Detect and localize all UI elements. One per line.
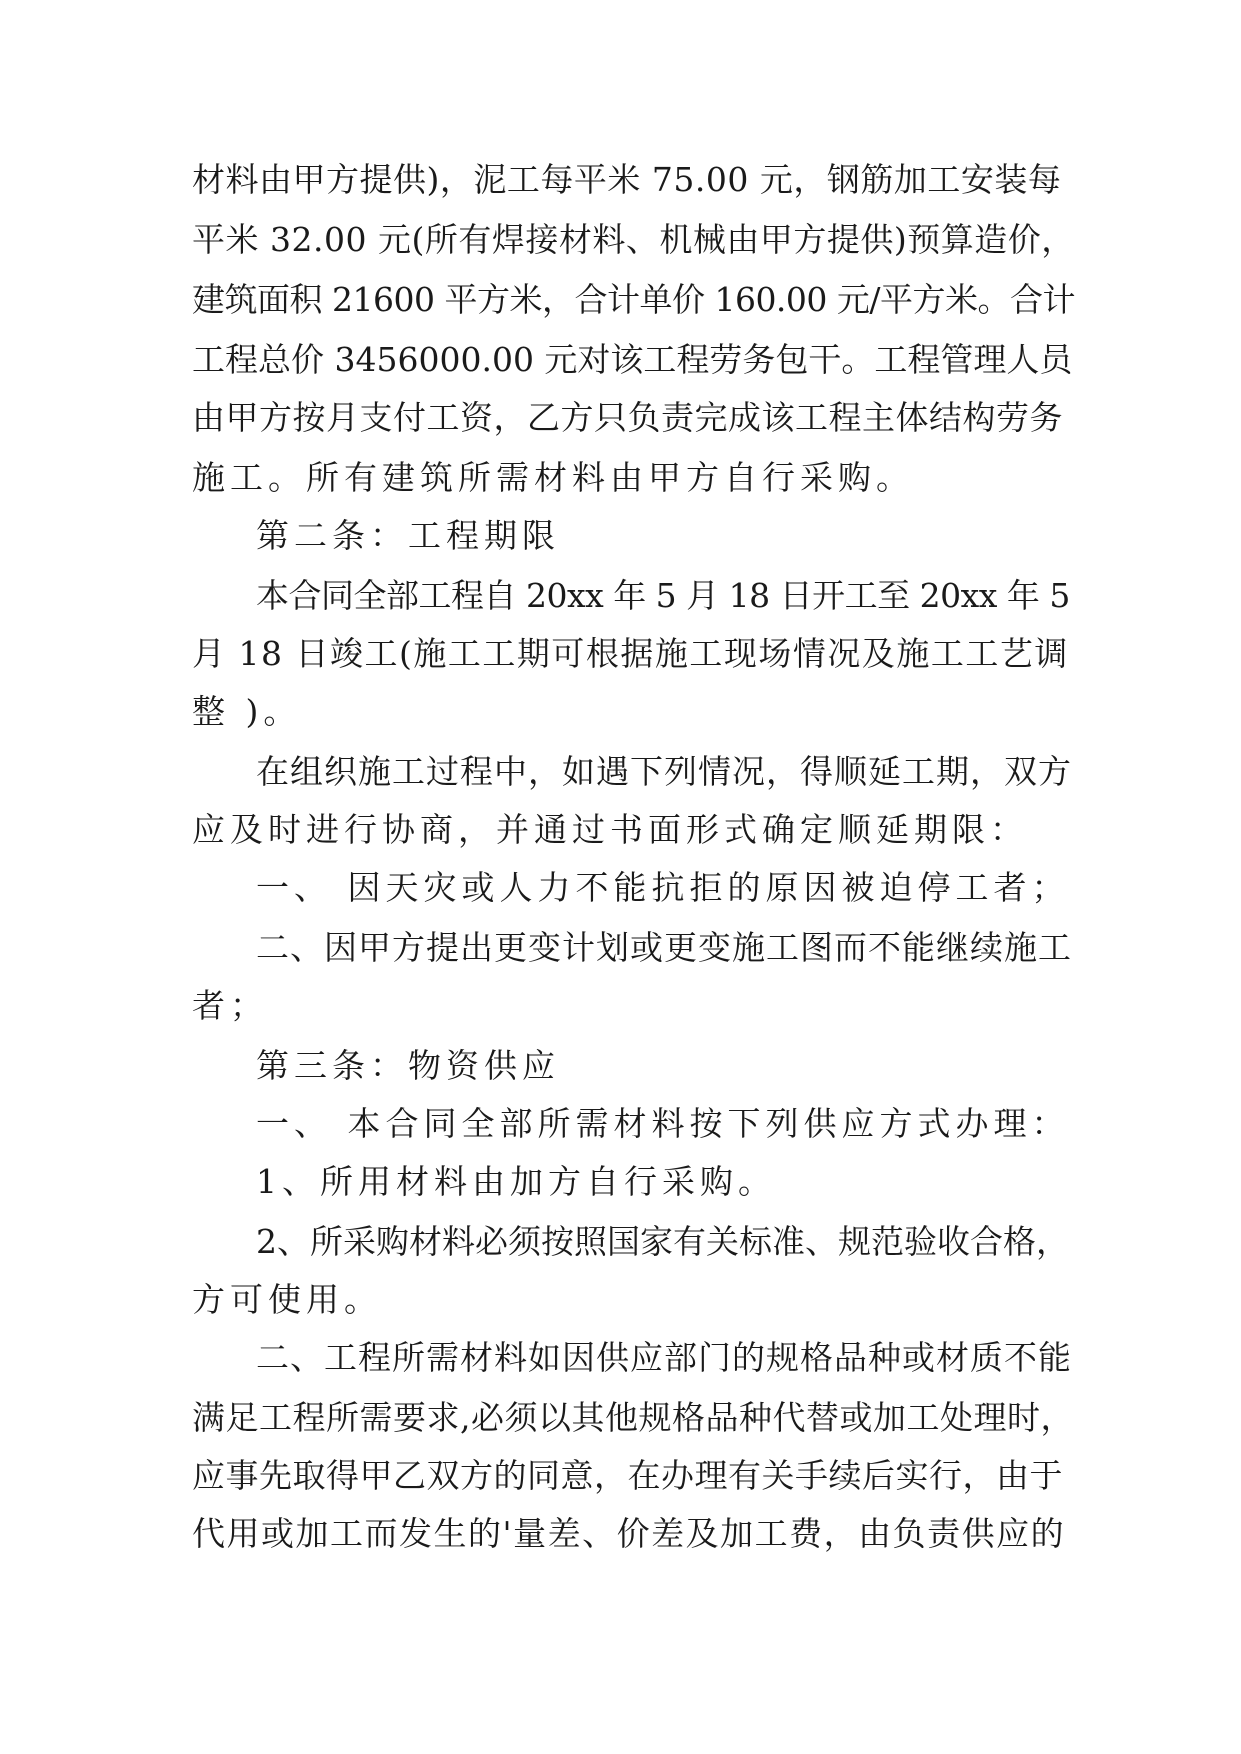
text-line: 平米 32.00 元(所有焊接材料、机械由甲方提供)预算造价，	[192, 220, 1075, 259]
text-line: 月 18 日竣工(施工工期可根据施工现场情况及施工工艺调	[192, 634, 1069, 673]
text-line: 由甲方按月支付工资，乙方只负责完成该工程主体结构劳务	[192, 398, 1063, 437]
list-item: 二、工程所需材料如因供应部门的规格品种或材质不能	[256, 1338, 1072, 1377]
text-line: 满足工程所需要求,必须以其他规格品种代替或加工处理时，	[192, 1398, 1074, 1437]
text-line: 材料由甲方提供)，泥工每平米 75.00 元，钢筋加工安装每	[192, 160, 1062, 199]
list-item: 二、因甲方提出更变计划或更变施工图而不能继续施工	[256, 928, 1072, 967]
text-line: 本合同全部工程自 20xx 年 5 月 18 日开工至 20xx 年 5	[256, 576, 1070, 615]
text-line: 应事先取得甲乙双方的同意，在办理有关手续后实行，由于	[192, 1456, 1063, 1495]
list-item: 一、 因天灾或人力不能抗拒的原因被迫停工者；	[256, 868, 1070, 907]
text-line: 应及时进行协商，并通过书面形式确定顺延期限：	[192, 810, 1028, 849]
list-item: 一、 本合同全部所需材料按下列供应方式办理：	[256, 1104, 1070, 1143]
section-heading: 第二条：工程期限	[256, 516, 560, 555]
text-line: 整 )。	[192, 692, 302, 731]
text-line: 工程总价 3456000.00 元对该工程劳务包干。工程管理人员	[192, 340, 1073, 379]
section-heading: 第三条：物资供应	[256, 1046, 560, 1085]
text-line: 代用或加工而发生的'量差、价差及加工费，由负责供应的	[192, 1514, 1066, 1553]
text-line: 建筑面积 21600 平方米，合计单价 160.00 元/平方米。合计	[192, 280, 1076, 319]
text-line: 施工。所有建筑所需材料由甲方自行采购。	[192, 458, 914, 497]
text-line: 在组织施工过程中，如遇下列情况，得顺延工期，双方	[256, 752, 1072, 791]
list-item: 2、所采购材料必须按照国家有关标准、规范验收合格，	[256, 1222, 1069, 1261]
text-line: 方可使用。	[192, 1280, 382, 1319]
list-item: 1、所用材料由加方自行采购。	[256, 1162, 776, 1201]
text-line: 者；	[192, 986, 268, 1025]
